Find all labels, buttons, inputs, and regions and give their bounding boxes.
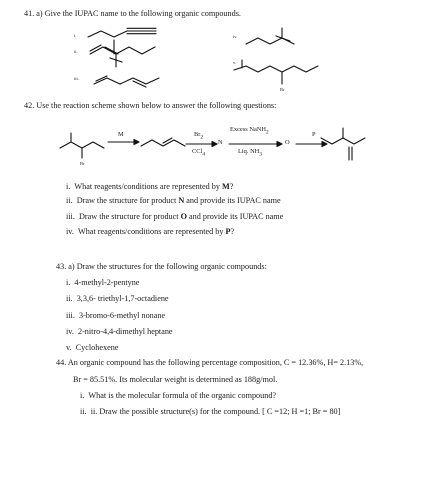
q43-item-v: v. Cyclohexene — [66, 343, 119, 352]
q44-item-i: i. What is the molecular formula of the organic compound? — [80, 391, 277, 400]
product-n: N — [218, 139, 223, 146]
product-o: O — [285, 139, 290, 146]
start-molecule — [60, 133, 104, 158]
arrow-br2 — [186, 142, 217, 147]
reagent-m: M — [118, 131, 124, 138]
q44-line-1: 44. An organic compound has the following percentage composition, C = 12.36%, H= 2.13%, — [56, 358, 364, 367]
q41-label-i: i. — [74, 33, 77, 38]
q42-question-ii: ii. Draw the structure for product N and provide its IUPAC name — [66, 196, 281, 205]
reagent-nanh2: Excess NaNH$_2$ — [230, 126, 269, 136]
q41-label-iii: iii. — [74, 76, 79, 81]
q41-v-br-label: Br — [280, 87, 285, 92]
structure-i — [88, 28, 156, 37]
structure-ii — [90, 40, 155, 67]
q41-label-ii: ii. — [74, 49, 78, 54]
q44-item-ii: ii. ii. Draw the possible structure(s) for the compound. [ C =12; H =1; Br = 80] — [80, 407, 341, 416]
reagent-ccl4: CCl$_4$ — [192, 148, 205, 158]
q41-heading: 41. a) Give the IUPAC name to the following organic compounds. — [24, 9, 241, 18]
structure-v — [234, 60, 318, 84]
q44-line-2: Br = 85.51%. Its molecular weight is determined as 188g/mol. — [73, 375, 278, 384]
arrow-p — [296, 142, 327, 147]
structure-iv — [246, 28, 294, 44]
start-br-label: Br — [80, 161, 85, 166]
arrow-m — [108, 140, 139, 145]
q43-item-iv: iv. 2-nitro-4,4-dimethyl heptane — [66, 327, 173, 336]
q43-item-i: i. 4-methyl-2-pentyne — [66, 278, 140, 287]
q42-question-iii: iii. Draw the structure for product O and provide its IUPAC name — [66, 212, 284, 221]
q43-heading: 43. a) Draw the structures for the following organic compounds: — [56, 262, 267, 271]
ketone-product — [321, 128, 365, 160]
reagent-nh3: Liq. $NH_3$ — [238, 148, 262, 158]
q42-question-i: i. What reagents/conditions are represented by M? — [66, 182, 234, 191]
q43-item-iii: iii. 3-bromo-6-methyl nonane — [66, 311, 166, 320]
q43-item-ii: ii. 3,3,6- triethyl-1,7-octadiene — [66, 294, 169, 303]
q42-question-iv: iv. What reagents/conditions are represented by P? — [66, 227, 235, 236]
reagent-p: P — [312, 131, 316, 138]
arrow-nanh2 — [229, 142, 282, 147]
reagent-br2: $Br_2$ — [194, 131, 204, 141]
q42-heading: 42. Use the reaction scheme shown below to answer the following questions: — [24, 101, 277, 110]
q41-label-iv: iv. — [233, 34, 238, 39]
q41-label-v: v. — [233, 60, 237, 65]
alkene-intermediate — [141, 138, 185, 146]
structure-iii — [94, 76, 159, 87]
